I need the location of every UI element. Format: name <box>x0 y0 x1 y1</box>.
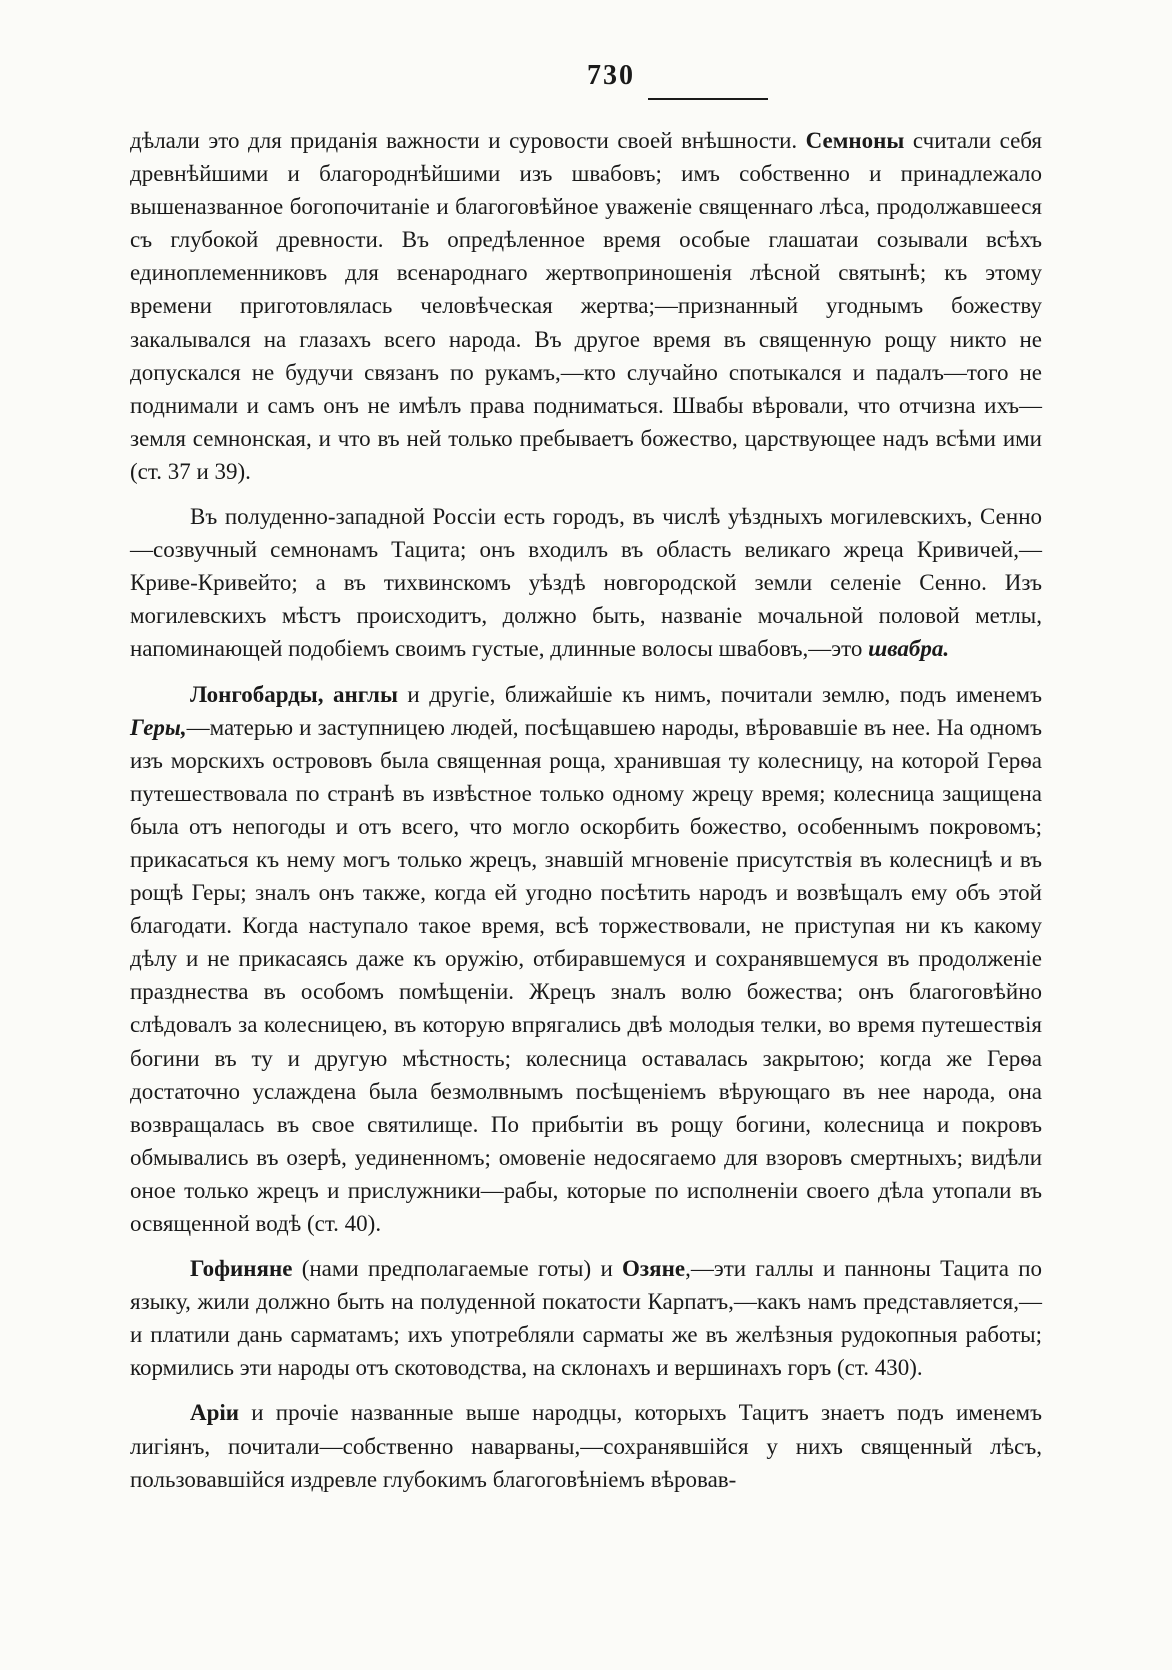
text-run: дѣлали это для приданія важности и суровости своей внѣшности. <box>130 128 806 153</box>
bold-term: Аріи <box>190 1400 240 1426</box>
bold-term: Лонгобарды, англы <box>190 681 398 707</box>
bold-term: Озяне <box>622 1256 686 1282</box>
bold-term: Гофиняне <box>190 1256 293 1282</box>
paragraph <box>130 1252 1042 1384</box>
text-run: считали себя древнѣйшими и благороднѣйшими изъ швабовъ; имъ собственно и принадлежало вышеназванное богопочитаніе и благоговѣйное уваженіе священнаго лѣса, продолжавшееся съ глубокой древности. Въ опредѣленное время особые глашатаи созывали всѣхъ единоплеменниковъ для всенароднаго жертвоприношенія лѣсной святынѣ; къ этому времени приготовлялась человѣческая жертва;—признанный угоднымъ божеству закалывался на глазахъ всего народа. Въ другое время въ священную рощу никто не допускался не будучи связанъ по рукамъ,—кто случайно спотыкался и падалъ—того не поднимали и самъ онъ не имѣлъ права подниматься. Швабы вѣровали, что отчизна ихъ—земля семнонская, и что въ ней только пребываетъ божество, царствующее надъ всѣми ими (ст. 37 и 39). <box>130 128 1042 484</box>
text-run: Въ полуденно-западной Россіи есть городъ, въ числѣ уѣздныхъ могилевскихъ, Сенно—созвучный семнонамъ Тацита; онъ входилъ въ область великаго жреца Кривичей,—Криве-Кривейто; а въ тихвинскомъ уѣздѣ новгородской земли селеніе Сенно. Изъ могилевскихъ мѣстъ происходитъ, должно быть, названіе мочальной половой метлы, напоминающей подобіемъ своимъ густые, длинные волосы швабовъ,—это <box>130 504 1042 662</box>
paragraph <box>130 500 1042 665</box>
italic-term: Геры, <box>130 714 187 740</box>
text-run: ,—эти галлы и панноны Тацита по языку, жили должно быть на полуденной покатости Карпатъ,—какъ намъ представляется,—и платили дань сарматамъ; ихъ употребляли сарматы же въ желѣзныя рудокопныя работы; кормились эти народы отъ скотоводства, на склонахъ и вершинахъ горъ (ст. 430). <box>130 1256 1043 1381</box>
paragraph <box>130 1396 1042 1495</box>
bold-term: Семноны <box>805 128 905 153</box>
page-number-rule <box>648 98 768 100</box>
text-run: и другіе, ближайшіе къ нимъ, почитали землю, подъ именемъ <box>397 681 1042 707</box>
italic-term: швабра. <box>868 636 950 662</box>
page-number: 730 <box>587 60 635 91</box>
paragraph <box>130 124 1042 488</box>
text-run: (нами предполагаемые готы) и <box>292 1256 623 1282</box>
text-run: и прочіе названные выше народцы, которыхъ Тацитъ знаетъ подъ именемъ лигіянъ, почитали—собственно наварваны,—сохранявшійся у нихъ священный лѣсъ, пользовавшійся издревле глубокимъ благоговѣніемъ вѣровав- <box>130 1400 1042 1492</box>
page-body <box>130 124 1042 1496</box>
paragraph <box>130 678 1042 1241</box>
text-run: —матерью и заступницею людей, посѣщавшею народы, вѣровавшіе въ нее. На одномъ изъ морскихъ острововъ была священная роща, хранившая ту колесницу, на которой Герѳа путешествовала по странѣ въ извѣстное только одному жрецу время; колесница защищена была отъ непогоды и отъ всего, что могло оскорбить божество, особеннымъ покровомъ; прикасаться къ нему могъ только жрецъ, знавшій мгновеніе присутствія въ колесницѣ и въ рощѣ Геры; зналъ онъ также, когда ей угодно посѣтить народъ и возвѣщалъ ему объ этой благодати. Когда наступало такое время, всѣ торжествовали, не приступая ни къ какому дѣлу и не прикасаясь даже къ оружію, отбиравшемуся и сохранявшемуся въ продолженіе празднества въ особомъ помѣщеніи. Жрецъ зналъ волю божества; онъ благоговѣйно слѣдовалъ за колесницею, въ которую впрягались двѣ молодыя телки, во время путешествія богини въ ту и другую мѣстность; колесница оставалась закрытою; когда же Герѳа достаточно услаждена была безмолвнымъ посѣщеніемъ вѣрующаго въ нее народа, она возвращалась въ свое святилище. По прибытіи въ рощу богини, колесница и покровъ обмывались въ озерѣ, уединенномъ; омовеніе недосягаемо для взоровъ смертныхъ; видѣли оное только жрецъ и прислужники—рабы, которые по исполненіи своего дѣла утопали въ освященной водѣ (ст. 40). <box>130 714 1042 1236</box>
